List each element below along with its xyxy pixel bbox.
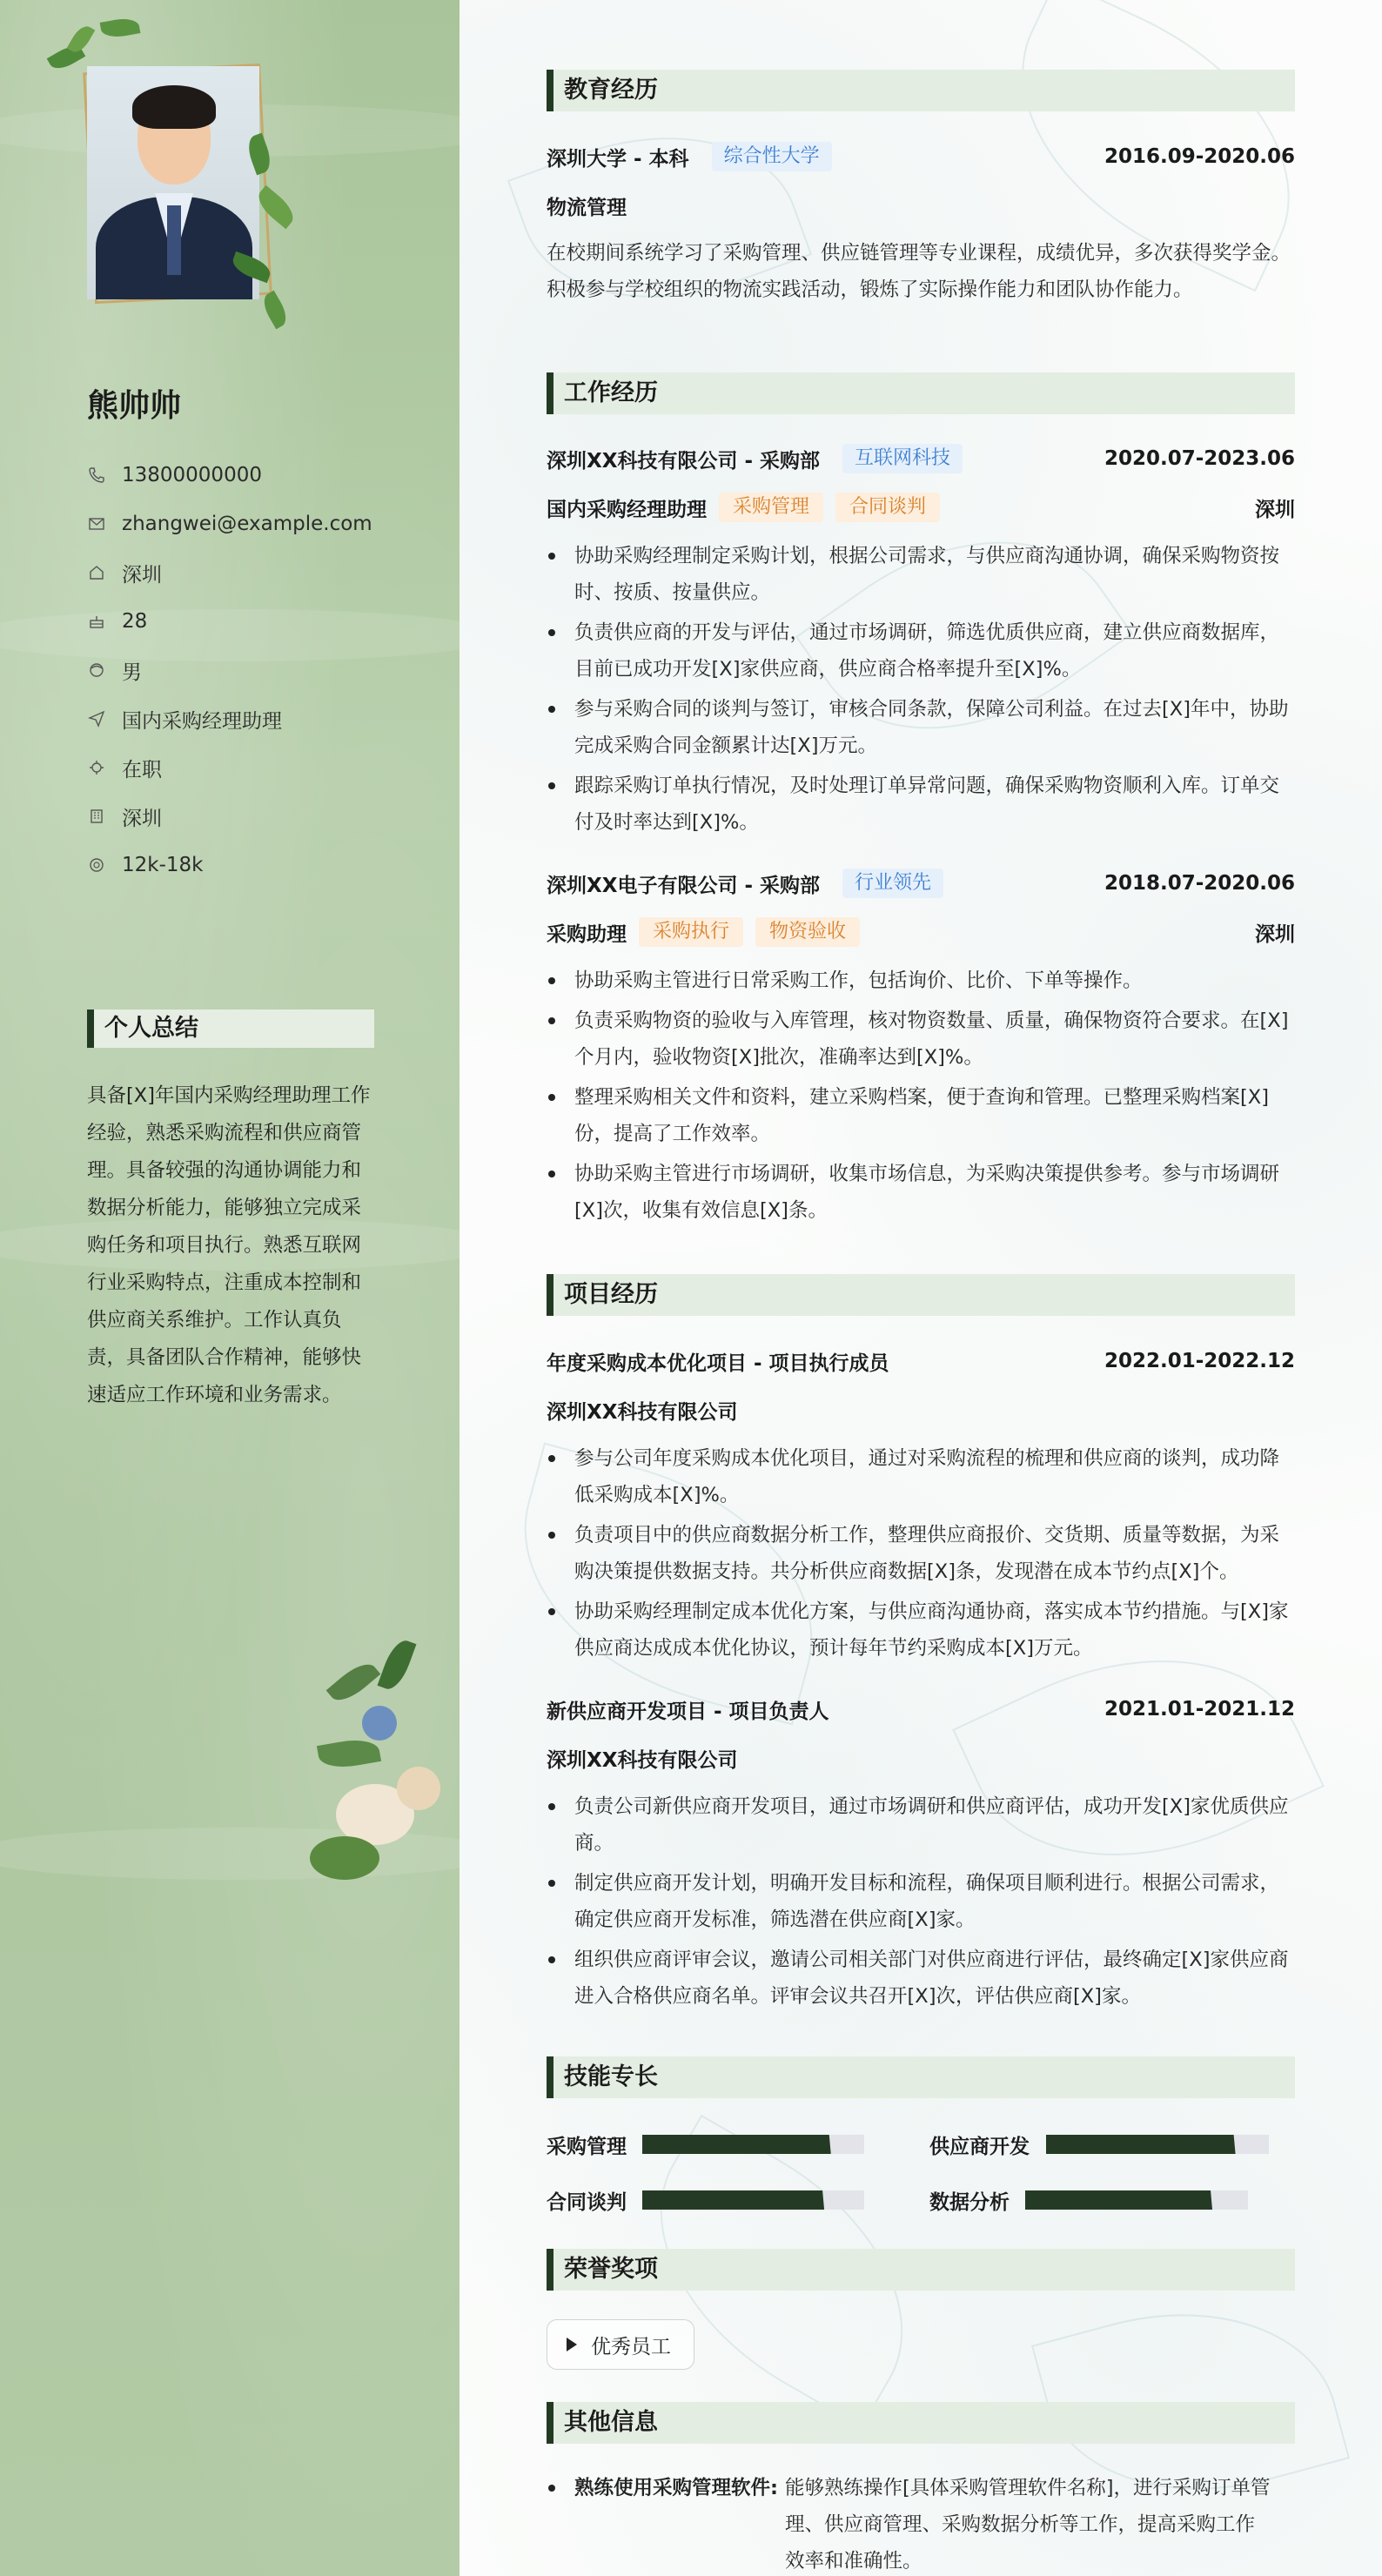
project-name: 新供应商开发项目 - 项目负责人 bbox=[547, 1700, 829, 1723]
list-item: 制定供应商开发计划，明确开发目标和流程，确保项目顺利进行。根据公司需求，确定供应商开发标准，筛选潜在供应商[X]家。 bbox=[547, 1865, 1295, 1938]
gender-text: 男 bbox=[122, 661, 142, 684]
skill-name: 采购管理 bbox=[547, 2135, 627, 2158]
skill-name: 数据分析 bbox=[929, 2190, 1010, 2214]
phone-icon bbox=[87, 466, 106, 485]
job-skill-tag: 采购执行 bbox=[639, 917, 743, 947]
job-role-row bbox=[547, 490, 1295, 525]
job-skill-tag: 采购管理 bbox=[719, 493, 823, 522]
skill-name: 供应商开发 bbox=[929, 2135, 1030, 2158]
city-text: 深圳 bbox=[122, 563, 162, 587]
major: 物流管理 bbox=[547, 196, 627, 219]
project-header bbox=[547, 1692, 1295, 1727]
summary-title: 个人总结 bbox=[87, 1010, 374, 1048]
list-item: 组织供应商评审会议，邀请公司相关部门对供应商进行评估，最终确定[X]家供应商进入合格供应商名单。评审会议共召开[X]次，评估供应商[X]家。 bbox=[547, 1942, 1295, 2015]
age-text: 28 bbox=[122, 610, 148, 633]
skill-bar bbox=[1046, 2135, 1269, 2154]
list-item: 协助采购主管进行市场调研，收集市场信息，为采购决策提供参考。参与市场调研[X]次，收集有效信息[X]条。 bbox=[547, 1156, 1295, 1229]
info-city bbox=[87, 548, 372, 597]
skill-item bbox=[547, 2127, 864, 2162]
job-role: 采购助理 bbox=[547, 922, 627, 946]
summary-text: 具备[X]年国内采购经理助理工作经验，熟悉采购流程和供应商管理。具备较强的沟通协调能力和数据分析能力，能够独立完成采购任务和项目执行。熟悉互联网行业采购特点，注重成本控制和供应商关系维护。工作认真负责，具备团队合作精神，能够快速适应工作环境和业务需求。 bbox=[87, 1084, 371, 1406]
skill-bar-fill bbox=[642, 2135, 831, 2154]
contact-info bbox=[87, 451, 372, 889]
job-bullets bbox=[547, 963, 1295, 1232]
info-salary bbox=[87, 841, 372, 889]
awards-title: 荣誉奖项 bbox=[547, 2249, 1295, 2291]
project-period: 2022.01-2022.12 bbox=[1104, 1350, 1295, 1372]
target-city-text: 深圳 bbox=[122, 807, 162, 830]
other-key: 熟练使用采购管理软件: bbox=[574, 2477, 778, 2499]
bullet bbox=[547, 2470, 574, 2576]
flower-decoration bbox=[310, 1636, 460, 1897]
job-period: 2020.07-2023.06 bbox=[1104, 447, 1295, 470]
info-position bbox=[87, 694, 372, 743]
project-header bbox=[547, 1344, 1295, 1379]
job-bullets bbox=[547, 538, 1295, 844]
list-item: 负责采购物资的验收与入库管理，核对物资数量、质量，确保物资符合要求。在[X]个月内，验收物资[X]批次，准确率达到[X]%。 bbox=[547, 1003, 1295, 1076]
school-name: 深圳大学 - 本科 bbox=[547, 147, 689, 171]
award-badge bbox=[547, 2319, 694, 2370]
list-item: 参与公司年度采购成本优化项目，通过对采购流程的梳理和供应商的谈判，成功降低采购成本[X]%。 bbox=[547, 1440, 1295, 1513]
skill-bar-fill bbox=[642, 2190, 824, 2210]
play-icon bbox=[567, 2338, 577, 2351]
list-item: 协助采购经理制定成本优化方案，与供应商沟通协商，落实成本节约措施。与[X]家供应商达成成本优化协议，预计每年节约采购成本[X]万元。 bbox=[547, 1593, 1295, 1667]
list-item: 跟踪采购订单执行情况，及时处理订单异常问题，确保采购物资顺利入库。订单交付及时率达到[X]%。 bbox=[547, 768, 1295, 841]
skill-item bbox=[929, 2183, 1248, 2217]
avatar bbox=[49, 23, 310, 353]
skill-bar bbox=[642, 2135, 864, 2154]
job-tag: 互联网科技 bbox=[842, 444, 963, 473]
other-info bbox=[547, 2470, 1295, 2576]
project-bullets bbox=[547, 1440, 1295, 1670]
gender-icon bbox=[87, 661, 106, 680]
other-title: 其他信息 bbox=[547, 2402, 1295, 2444]
position-text: 国内采购经理助理 bbox=[122, 709, 282, 733]
education-period: 2016.09-2020.06 bbox=[1104, 145, 1295, 168]
project-name: 年度采购成本优化项目 - 项目执行成员 bbox=[547, 1352, 889, 1375]
project-company: 深圳XX科技有限公司 bbox=[547, 1748, 738, 1772]
work-title: 工作经历 bbox=[547, 372, 1295, 414]
education-desc: 在校期间系统学习了采购管理、供应链管理等专业课程，成绩优异，多次获得奖学金。积极参与学校组织的物流实践活动，锻炼了实际操作能力和团队协作能力。 bbox=[547, 242, 1291, 301]
skills-title: 技能专长 bbox=[547, 2056, 1295, 2098]
skill-item bbox=[547, 2183, 864, 2217]
email-text: zhangwei@example.com bbox=[122, 513, 372, 535]
building-icon bbox=[87, 807, 106, 826]
education-major-row bbox=[547, 188, 1295, 223]
job-skill-tag: 合同谈判 bbox=[835, 493, 940, 522]
job-role-row bbox=[547, 915, 1295, 949]
cake-icon bbox=[87, 612, 106, 631]
school-tag: 综合性大学 bbox=[712, 142, 832, 171]
project-bullets bbox=[547, 1788, 1295, 2018]
award-label: 优秀员工 bbox=[591, 2335, 671, 2358]
info-email bbox=[87, 500, 372, 548]
status-icon bbox=[87, 758, 106, 777]
list-item: 协助采购经理制定采购计划，根据公司需求，与供应商沟通协调，确保采购物资按时、按质、按量供应。 bbox=[547, 538, 1295, 611]
projects-title: 项目经历 bbox=[547, 1274, 1295, 1316]
skill-name: 合同谈判 bbox=[547, 2190, 627, 2214]
skill-bar-fill bbox=[1025, 2190, 1212, 2210]
info-gender bbox=[87, 646, 372, 694]
mail-icon bbox=[87, 514, 106, 533]
list-item: 负责公司新供应商开发项目，通过市场调研和供应商评估，成功开发[X]家优质供应商。 bbox=[547, 1788, 1295, 1862]
status-text: 在职 bbox=[122, 758, 162, 782]
project-company-row bbox=[547, 1392, 1295, 1427]
skill-item bbox=[929, 2127, 1269, 2162]
project-period: 2021.01-2021.12 bbox=[1104, 1698, 1295, 1721]
project-company: 深圳XX科技有限公司 bbox=[547, 1400, 738, 1424]
job-city: 深圳 bbox=[1255, 922, 1295, 946]
list-item: 整理采购相关文件和资料，建立采购档案，便于查询和管理。已整理采购档案[X]份，提高了工作效率。 bbox=[547, 1079, 1295, 1152]
info-phone bbox=[87, 451, 372, 500]
sidebar bbox=[0, 0, 460, 2576]
job-header bbox=[547, 441, 1295, 476]
job-company: 深圳XX电子有限公司 - 采购部 bbox=[547, 874, 821, 897]
salary-text: 12k-18k bbox=[122, 854, 204, 876]
info-status bbox=[87, 743, 372, 792]
phone-text: 13800000000 bbox=[122, 464, 262, 486]
other-value: 能够熟练操作[具体采购管理软件名称]，进行采购订单管理、供应商管理、采购数据分析等工作，提高采购工作效率和准确性。 bbox=[785, 2477, 1271, 2573]
skill-bar bbox=[642, 2190, 864, 2210]
main-content bbox=[460, 0, 1382, 2576]
salary-icon bbox=[87, 855, 106, 875]
list-item: 协助采购主管进行日常采购工作，包括询价、比价、下单等操作。 bbox=[547, 963, 1295, 999]
candidate-name: 熊帅帅 bbox=[87, 388, 182, 424]
skill-bar bbox=[1025, 2190, 1248, 2210]
job-period: 2018.07-2020.06 bbox=[1104, 872, 1295, 895]
job-skill-tag: 物资验收 bbox=[755, 917, 860, 947]
project-company-row bbox=[547, 1741, 1295, 1775]
education-title: 教育经历 bbox=[547, 70, 1295, 111]
job-city: 深圳 bbox=[1255, 498, 1295, 521]
job-role: 国内采购经理助理 bbox=[547, 498, 707, 521]
send-icon bbox=[87, 709, 106, 728]
skills-grid bbox=[547, 2127, 1295, 2240]
info-age bbox=[87, 597, 372, 646]
info-target-city bbox=[87, 792, 372, 841]
education-header bbox=[547, 139, 1295, 174]
job-company: 深圳XX科技有限公司 - 采购部 bbox=[547, 449, 821, 473]
job-header bbox=[547, 866, 1295, 901]
skill-bar-fill bbox=[1046, 2135, 1236, 2154]
job-tag: 行业领先 bbox=[842, 869, 943, 898]
home-icon bbox=[87, 563, 106, 582]
list-item: 负责供应商的开发与评估，通过市场调研，筛选优质供应商，建立供应商数据库，目前已成功开发[X]家供应商，供应商合格率提升至[X]%。 bbox=[547, 614, 1295, 688]
list-item: 参与采购合同的谈判与签订，审核合同条款，保障公司利益。在过去[X]年中，协助完成采购合同金额累计达[X]万元。 bbox=[547, 691, 1295, 764]
list-item: 负责项目中的供应商数据分析工作，整理供应商报价、交货期、质量等数据，为采购决策提供数据支持。共分析供应商数据[X]条，发现潜在成本节约点[X]个。 bbox=[547, 1517, 1295, 1590]
